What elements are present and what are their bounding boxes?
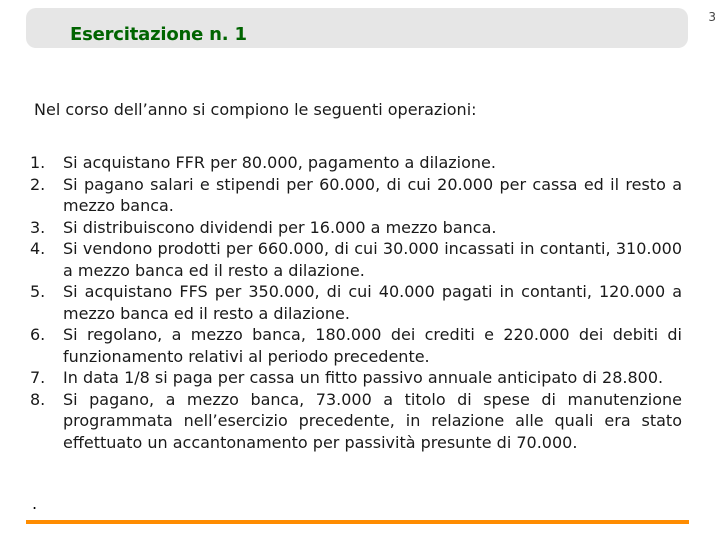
list-item bbox=[30, 281, 682, 324]
bottom-divider bbox=[26, 520, 689, 524]
list-item bbox=[30, 238, 682, 281]
item-text: Si pagano, a mezzo banca, 73.000 a titolo di spese di manutenzione programmata nell’esercizio precedente, in relazione alle quali era stato effettuato un accantonamento per passività presunte di 70.000. bbox=[63, 389, 682, 452]
item-text: Si pagano salari e stipendi per 60.000, di cui 20.000 per cassa ed il resto a mezzo banca. bbox=[63, 174, 682, 215]
list-item bbox=[30, 152, 682, 174]
list-item bbox=[30, 217, 682, 239]
item-text: Si acquistano FFS per 350.000, di cui 40.000 pagati in contanti, 120.000 a mezzo banca ed il resto a dilazione. bbox=[63, 282, 682, 323]
item-number: 5. bbox=[30, 282, 46, 301]
item-text: Si distribuiscono dividendi per 16.000 a mezzo banca. bbox=[63, 217, 497, 237]
item-number: 8. bbox=[30, 389, 46, 409]
item-number: 4. bbox=[30, 239, 46, 258]
item-number: 1. bbox=[30, 153, 46, 172]
trailing-dot: . bbox=[32, 494, 38, 513]
item-number: 3. bbox=[30, 217, 46, 237]
item-number: 6. bbox=[30, 325, 46, 344]
item-text: Si acquistano FFR per 80.000, pagamento a dilazione. bbox=[63, 153, 496, 172]
list-item bbox=[30, 367, 682, 389]
list-item bbox=[30, 389, 682, 454]
slide-title: Esercitazione n. 1 bbox=[70, 24, 247, 45]
item-number: 7. bbox=[30, 368, 46, 387]
operations-list bbox=[30, 152, 682, 453]
item-text: Si vendono prodotti per 660.000, di cui 30.000 incassati in contanti, 310.000 a mezzo banca ed il resto a dilazione. bbox=[63, 239, 682, 280]
list-item bbox=[30, 324, 682, 367]
item-number: 2. bbox=[30, 174, 46, 194]
item-text: Si regolano, a mezzo banca, 180.000 dei crediti e 220.000 dei debiti di funzionamento relativi al periodo precedente. bbox=[63, 325, 682, 366]
list-item bbox=[30, 174, 682, 217]
page-number: 3 bbox=[708, 10, 716, 24]
item-text: In data 1/8 si paga per cassa un fitto passivo annuale anticipato di 28.800. bbox=[63, 368, 664, 387]
intro-text: Nel corso dell’anno si compiono le seguenti operazioni: bbox=[34, 100, 477, 119]
